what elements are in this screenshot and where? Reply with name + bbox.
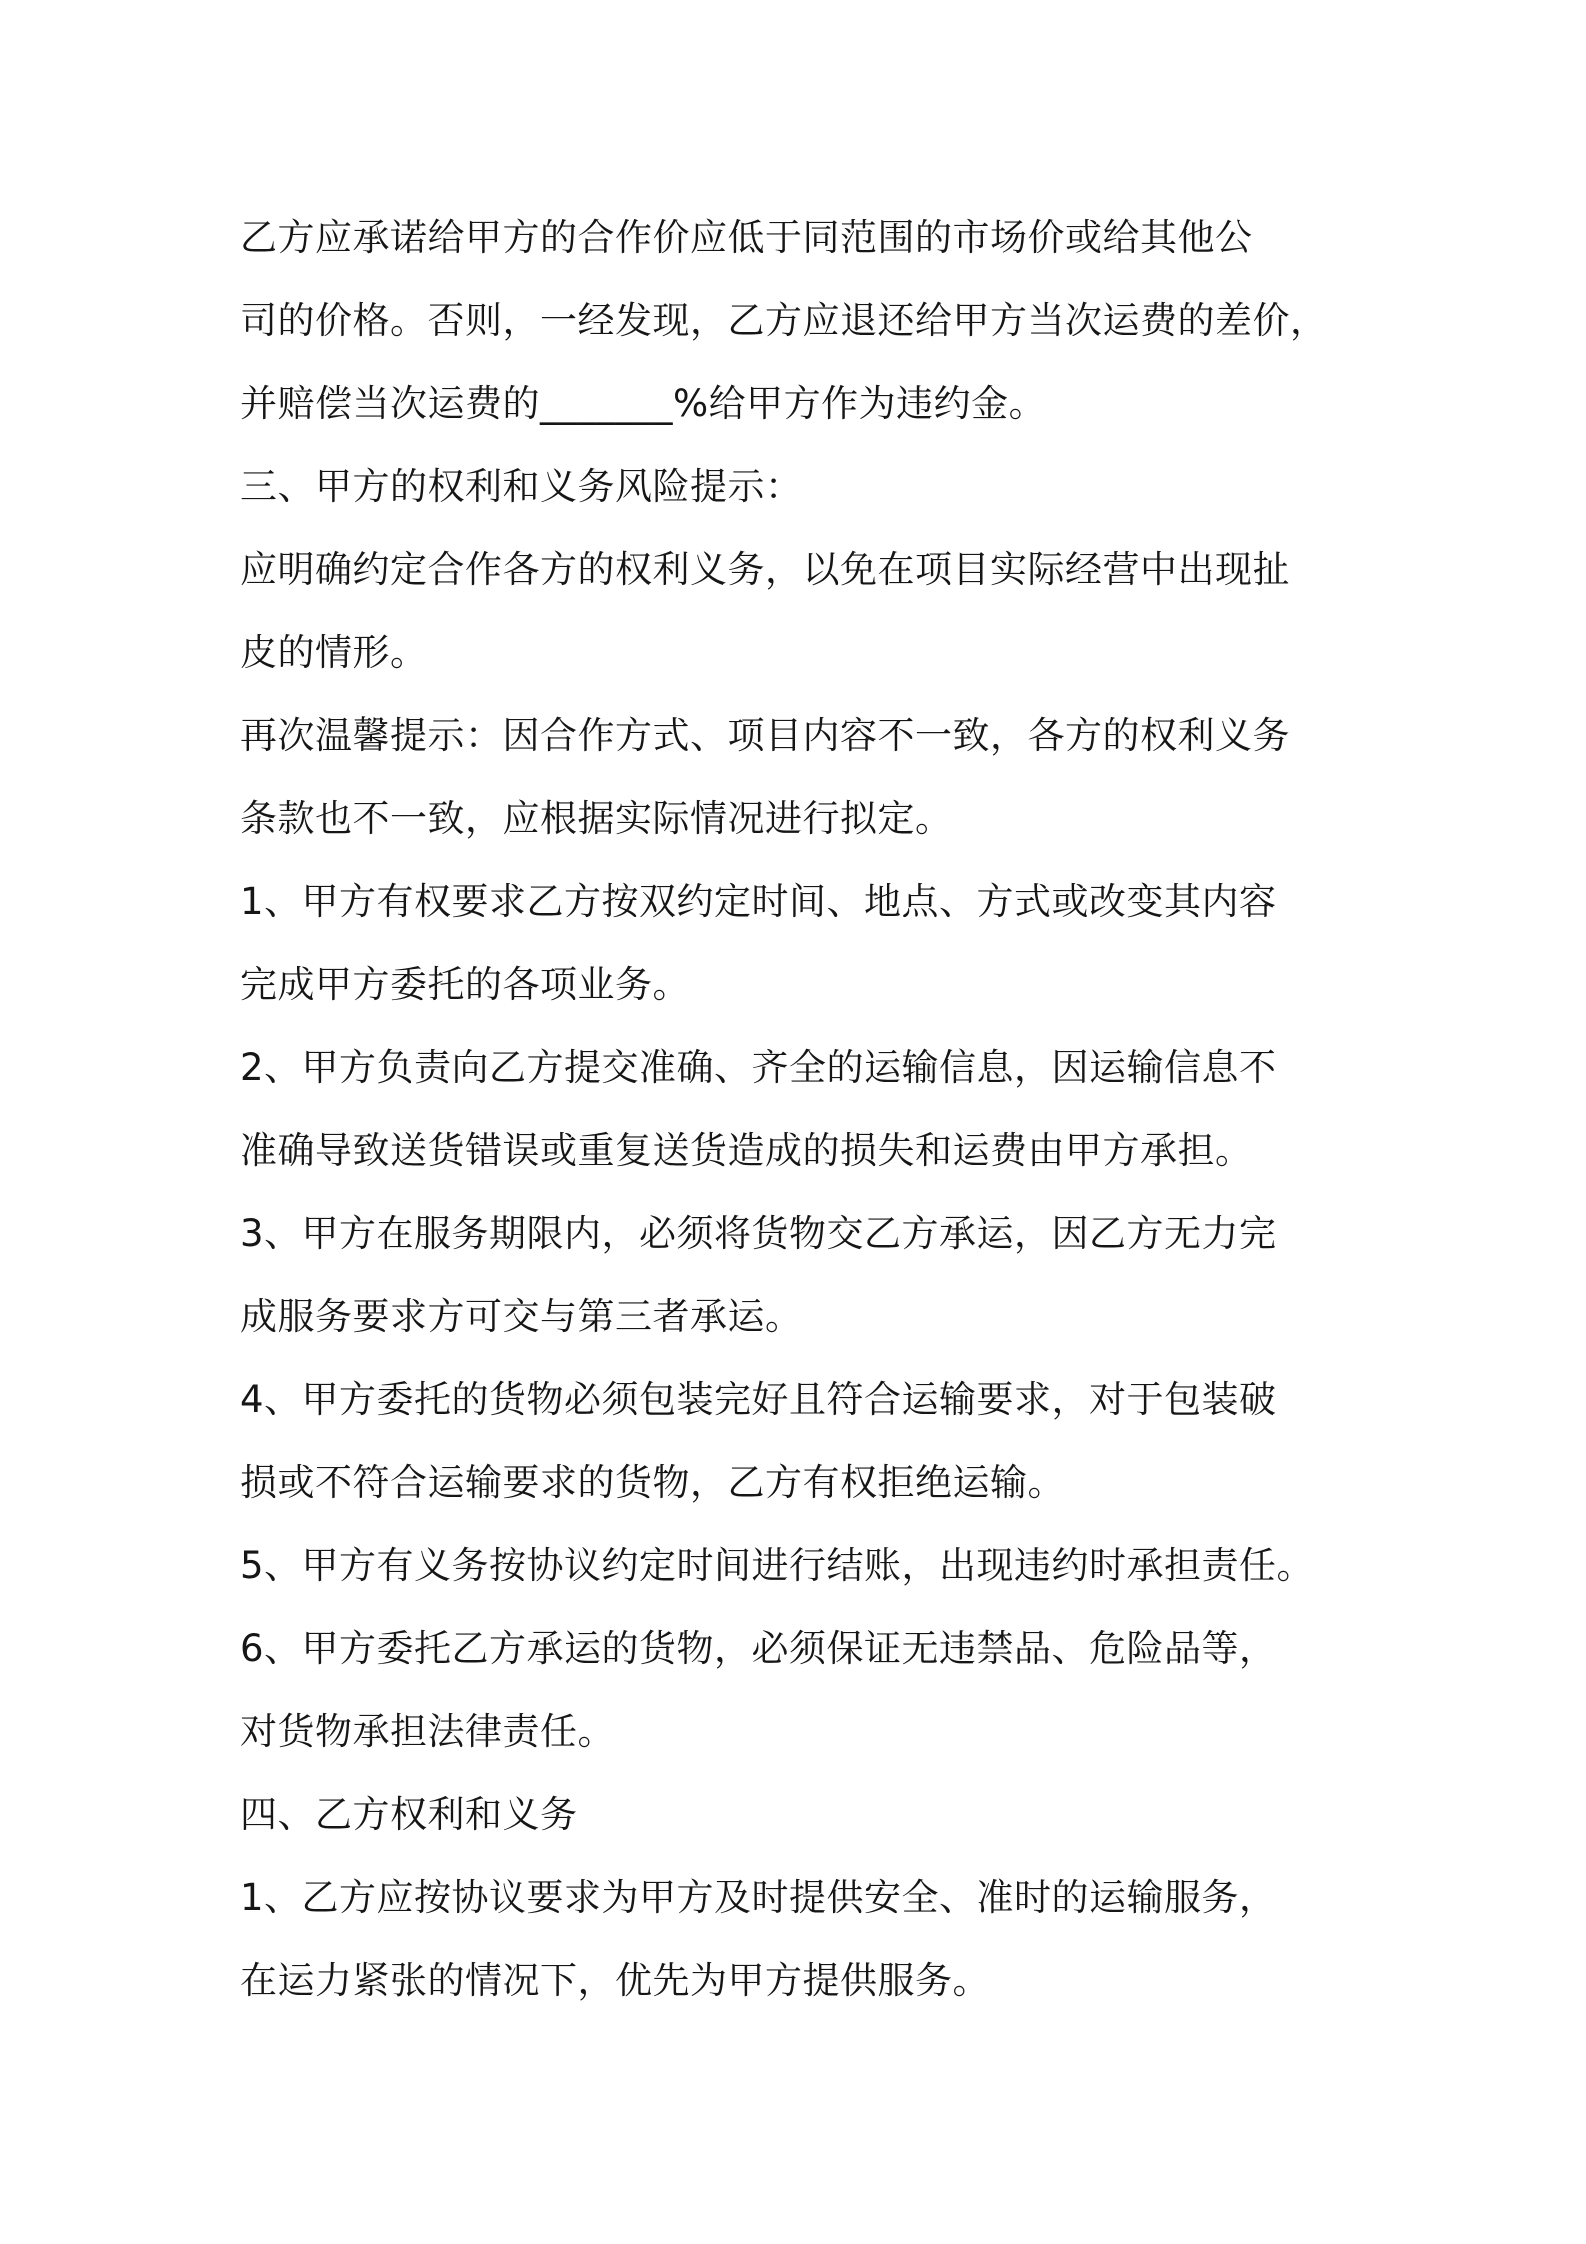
text-line: 准确导致送货错误或重复送货造成的损失和运费由甲方承担。 — [240, 1129, 1253, 1172]
list-item-1: 1、甲方有权要求乙方按双约定时间、地点、方式或改变其内容 — [240, 880, 1277, 923]
text-line: 乙方应承诺给甲方的合作价应低于同范围的市场价或给其他公 — [240, 216, 1253, 259]
text-line: 并赔偿当次运费的_______%给甲方作为违约金。 — [240, 382, 1047, 425]
text-line: 条款也不一致，应根据实际情况进行拟定。 — [240, 797, 953, 840]
list-item-5: 5、甲方有义务按协议约定时间进行结账，出现违约时承担责任。 — [240, 1544, 1315, 1587]
text-line: 皮的情形。 — [240, 631, 428, 674]
text-line: 损或不符合运输要求的货物，乙方有权拒绝运输。 — [240, 1461, 1065, 1504]
list-item-4: 4、甲方委托的货物必须包装完好且符合运输要求，对于包装破 — [240, 1378, 1277, 1421]
section-heading: 四、乙方权利和义务 — [240, 1793, 578, 1836]
list-item-2: 2、甲方负责向乙方提交准确、齐全的运输信息，因运输信息不 — [240, 1046, 1277, 1089]
text-line: 再次温馨提示：因合作方式、项目内容不一致，各方的权利义务 — [240, 714, 1290, 757]
text-line: 对货物承担法律责任。 — [240, 1710, 615, 1753]
section-heading: 三、甲方的权利和义务风险提示： — [240, 465, 803, 508]
text-line: 司的价格。否则，一经发现，乙方应退还给甲方当次运费的差价， — [240, 299, 1328, 342]
list-item-6: 6、甲方委托乙方承运的货物，必须保证无违禁品、危险品等， — [240, 1627, 1277, 1670]
text-line: 应明确约定合作各方的权利义务，以免在项目实际经营中出现扯 — [240, 548, 1290, 591]
list-item-3: 3、甲方在服务期限内，必须将货物交乙方承运，因乙方无力完 — [240, 1212, 1277, 1255]
text-line: 在运力紧张的情况下，优先为甲方提供服务。 — [240, 1959, 990, 2002]
text-line: 完成甲方委托的各项业务。 — [240, 963, 690, 1006]
text-line: 成服务要求方可交与第三者承运。 — [240, 1295, 803, 1338]
document-body — [240, 196, 1360, 2022]
list-item-1: 1、乙方应按协议要求为甲方及时提供安全、准时的运输服务， — [240, 1876, 1277, 1919]
